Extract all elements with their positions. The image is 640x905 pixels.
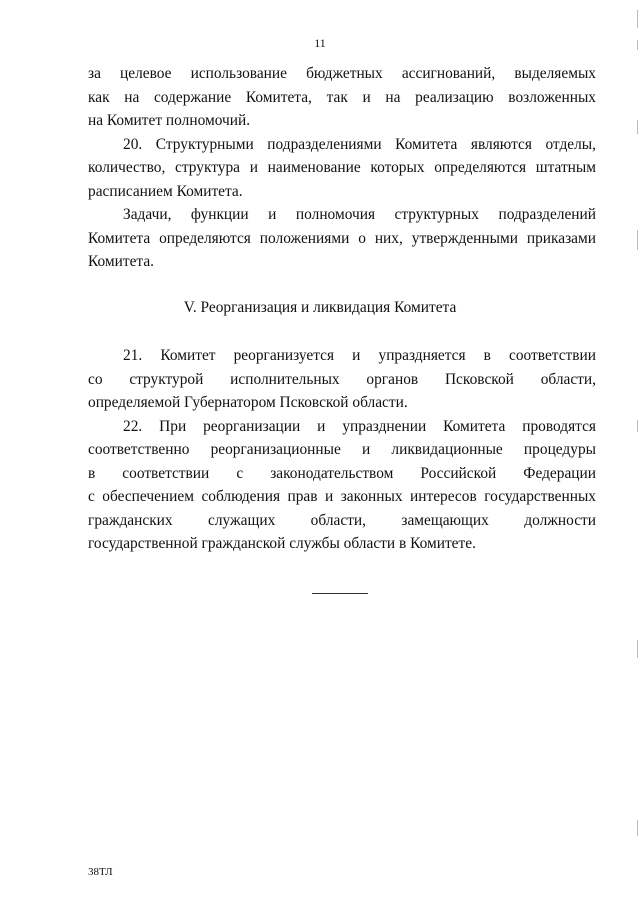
text-line: на Комитет полномочий. xyxy=(88,112,251,129)
text-line: 21. Комитет реорганизуется и упраздняется в соответствии xyxy=(123,347,596,364)
scan-mark xyxy=(637,120,638,134)
body-text-bottom xyxy=(88,344,596,556)
text-line: количество, структура и наименование которых определяются штатным xyxy=(88,159,596,176)
text-line: государственной гражданской службы области в Комитете. xyxy=(88,535,476,552)
text-line: расписанием Комитета. xyxy=(88,182,243,200)
paragraph-tasks xyxy=(88,203,596,274)
end-divider-line xyxy=(312,593,368,594)
scan-mark xyxy=(637,640,638,658)
scan-mark xyxy=(637,40,638,50)
scan-mark xyxy=(637,420,638,432)
text-line: Комитета. xyxy=(88,253,155,270)
text-line: Задачи, функции и полномочия структурных подразделений xyxy=(123,206,596,223)
text-line: как на содержание Комитета, так и на реализацию возложенных xyxy=(88,88,596,106)
text-line: соответственно реорганизационные и ликвидационные процедуры xyxy=(88,441,596,458)
text-line: в соответствии с законодательством Российской Федерации xyxy=(88,464,596,482)
paragraph-21 xyxy=(88,344,596,415)
footer-code: 38ТЛ xyxy=(88,866,113,878)
scan-edge-marks xyxy=(632,0,638,905)
text-line: 22. При реорганизации и упразднении Комитета проводятся xyxy=(123,417,596,435)
text-line: с обеспечением соблюдения прав и законных интересов государственных xyxy=(88,488,596,505)
page-number: 11 xyxy=(314,36,326,50)
paragraph-continuation xyxy=(88,62,596,133)
text-line: гражданских служащих области, замещающих должности xyxy=(88,511,596,529)
section-heading: V. Реорганизация и ликвидация Комитета xyxy=(183,299,457,316)
scan-mark xyxy=(637,820,638,836)
paragraph-20 xyxy=(88,133,596,204)
text-line: со структурой исполнительных органов Псковской области, xyxy=(88,370,596,388)
paragraph-22 xyxy=(88,415,596,556)
text-line: 20. Структурными подразделениями Комитета являются отделы, xyxy=(123,135,596,153)
body-text-top xyxy=(88,62,596,274)
scan-mark xyxy=(637,10,638,28)
text-line: определяемой Губернатором Псковской области. xyxy=(88,394,408,411)
text-line: Комитета определяются положениями о них, утвержденными приказами xyxy=(88,229,596,247)
text-line: за целевое использование бюджетных ассигнований, выделяемых xyxy=(88,65,596,82)
scan-mark xyxy=(637,230,638,250)
